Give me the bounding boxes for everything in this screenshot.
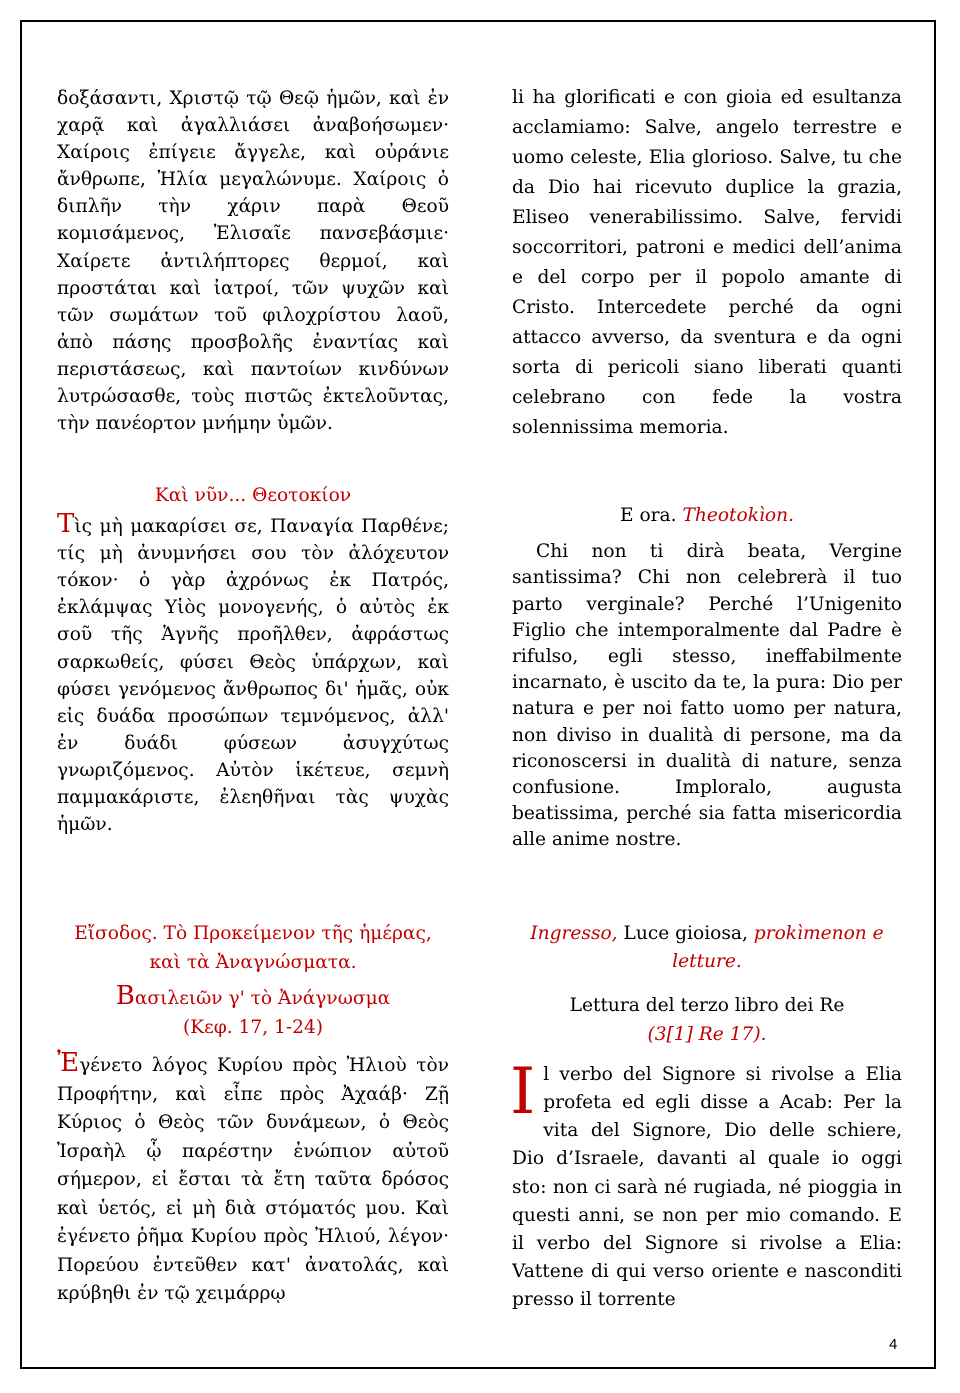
italian-hymn-column: [512, 83, 902, 443]
italian-theotokion-heading-title: Theotokìon.: [682, 505, 795, 526]
italian-entrance-heading-1: Ingresso,: [530, 923, 618, 944]
page-number: 4: [889, 1336, 898, 1353]
italian-entrance-heading-2: Luce gioiosa,: [617, 923, 754, 944]
italian-theotokion-text: Chi non ti dirà beata, Vergine santissima? Chi non celebrerà il tuo parto verginale? Perché l’Unigenito Figlio che intemporalmente dal Padre è rifulso, egli stesso, ineffabilmente incarnato, è uscito da te, la pura: Dio per natura e per noi fatto uomo per natura, non diviso in dualità di persone, ma da riconoscersi in dualità di nature, senza confusione. Imploralo, augusta beatissima, perché sia fatta misericordia alle anime nostre.: [512, 541, 902, 851]
italian-reading-dropcap: I: [510, 1054, 536, 1129]
greek-theotokion-text: ὶς μὴ μακαρίσει σε, Παναγία Παρθένε; τίς μὴ ἀνυμνήσει σου τὸν ἀλόχευτον τόκον· ὁ γὰρ ἀχρόνως ἐκ Πατρός, ἐκλάμψας Υἱὸς μονογενής, ὁ αὐτὸς ἐκ σοῦ τῆς Ἁγνῆς προῆλθεν, ἀφράστως σαρκωθείς, φύσει Θεὸς ὑπάρχων, καὶ φύσει γενόμενος ἄνθρωπος δι' ἡμᾶς, οὐκ εἰς δυάδα προσώπων τεμνόμενος, ἀλλ' ἐν δυάδι φύσεων ἀσυγχύτως γνωριζόμενος. Αὐτὸν ἱκέτευε, σεμνὴ παμμακάριστε, ἐλεηθῆναι τὰς ψυχὰς ἡμῶν.: [57, 516, 449, 836]
greek-reading-text-initial: Ἐ: [57, 1048, 80, 1078]
italian-reading: [512, 920, 902, 1315]
italian-theotokion: [512, 503, 902, 854]
greek-reading-chapter: (Κεφ. 17, 1-24): [182, 1016, 324, 1038]
greek-reading-body: [57, 1048, 449, 1309]
greek-theotokion-heading: Καὶ νῦν... Θεοτοκίον: [154, 485, 352, 506]
greek-reading-title: [57, 981, 449, 1014]
greek-reading-initial: Β: [115, 981, 135, 1011]
italian-hymn-text: li ha glorificati e con gioia ed esultanza acclamiamo: Salve, angelo terrestre e uomo celeste, Elia glorioso. Salve, tu che da Dio hai ricevuto duplice la grazia, Eliseo venerabilissimo. Salve, fervidi soccorritori, patroni e medici dell’anima e del corpo per il popolo amante di Cristo. Intercedete perché da ogni attacco avverso, da sventura e da ogni sorta di pericoli siano liberati quanti celebrano con fede la vostra solennissima memoria.: [512, 87, 902, 438]
greek-theotokion: [57, 482, 449, 838]
greek-reading-title-text: ασιλειῶν γ' τὸ Ἀνάγνωσμα: [134, 988, 391, 1009]
greek-entrance-heading-2: καὶ τὰ Ἀναγνώσματα.: [149, 951, 357, 973]
greek-reading: [57, 920, 449, 1309]
italian-reading-text: l verbo del Signore si rivolse a Elia profeta ed egli disse a Acab: Per la vita del Signore, Dio delle schiere, Dio d’Israele, davanti al quale io oggi sto: non ci sarà né rugiada, né pioggia in questi anni, se non per mio comando. E il verbo del Signore si rivolse a Elia: Vattene di qui verso oriente e nasconditi presso il torrente: [512, 1063, 902, 1311]
greek-theotokion-initial: Τ: [57, 509, 75, 540]
italian-reading-title: Lettura del terzo libro dei Re: [569, 995, 845, 1017]
greek-entrance-heading-1: Εἴσοδος. Τὸ Προκείμενον τῆς ἡμέρας,: [74, 923, 432, 944]
greek-hymn-column: [57, 85, 449, 437]
italian-theotokion-heading: [512, 503, 902, 529]
italian-theotokion-heading-label: E ora.: [619, 505, 683, 526]
greek-hymn-text: δοξάσαντι, Χριστῷ τῷ Θεῷ ἡμῶν, καὶ ἐν χαρᾷ καὶ ἀγαλλιάσει ἀναβοήσωμεν· Χαίροις ἐπίγειε ἄγγελε, καὶ οὐράνιε ἄνθρωπε, Ἠλία μεγαλώνυμε. Χαίροις ὁ διπλῆν τὴν χάριν παρὰ Θεοῦ κομισάμενος, Ἐλισαῖε πανσεβάσμιε· Χαίρετε ἀντιλήπτορες θερμοί, καὶ προστάται καὶ ἰατροί, τῶν ψυχῶν καὶ τῶν σωμάτων τοῦ φιλοχρίστου λαοῦ, ἀπὸ πάσης προσβολῆς ἐναντίας καὶ περιστάσεως, καὶ παντοίων κινδύνων λυτρώσασθε, τοὺς πιστῶς ἐκτελοῦντας, τὴν πανέορτον μνήμην ὑμῶν.: [57, 88, 449, 435]
italian-reading-ref: (3[1] Re 17).: [647, 1023, 767, 1045]
greek-reading-text: γένετο λόγος Κυρίου πρὸς Ἠλιοὺ τὸν Προφήτην, καὶ εἶπε πρὸς Ἀχαάβ· Ζῇ Κύριος ὁ Θεὸς τῶν δυνάμεων, ὁ Θεὸς Ἰσραὴλ ᾧ παρέστην ἐνώπιον αὐτοῦ σήμερον, εἰ ἔσται τὰ ἔτη ταῦτα δρόσος καὶ ὑετός, εἰ μὴ διὰ στόματός μου. Καὶ ἐγένετο ῥῆμα Κυρίου πρὸς Ἠλιού, λέγον· Πορεύου ἐντεῦθεν κατ' ἀνατολάς, καὶ κρύβηθι ἐν τῷ χειμάρρῳ: [57, 1055, 449, 1304]
italian-reading-body: [510, 1054, 902, 1315]
italian-entrance-heading-3: prokìmenon e letture.: [672, 923, 884, 973]
greek-theotokion-body: [57, 509, 449, 838]
italian-entrance-heading: [512, 920, 902, 976]
